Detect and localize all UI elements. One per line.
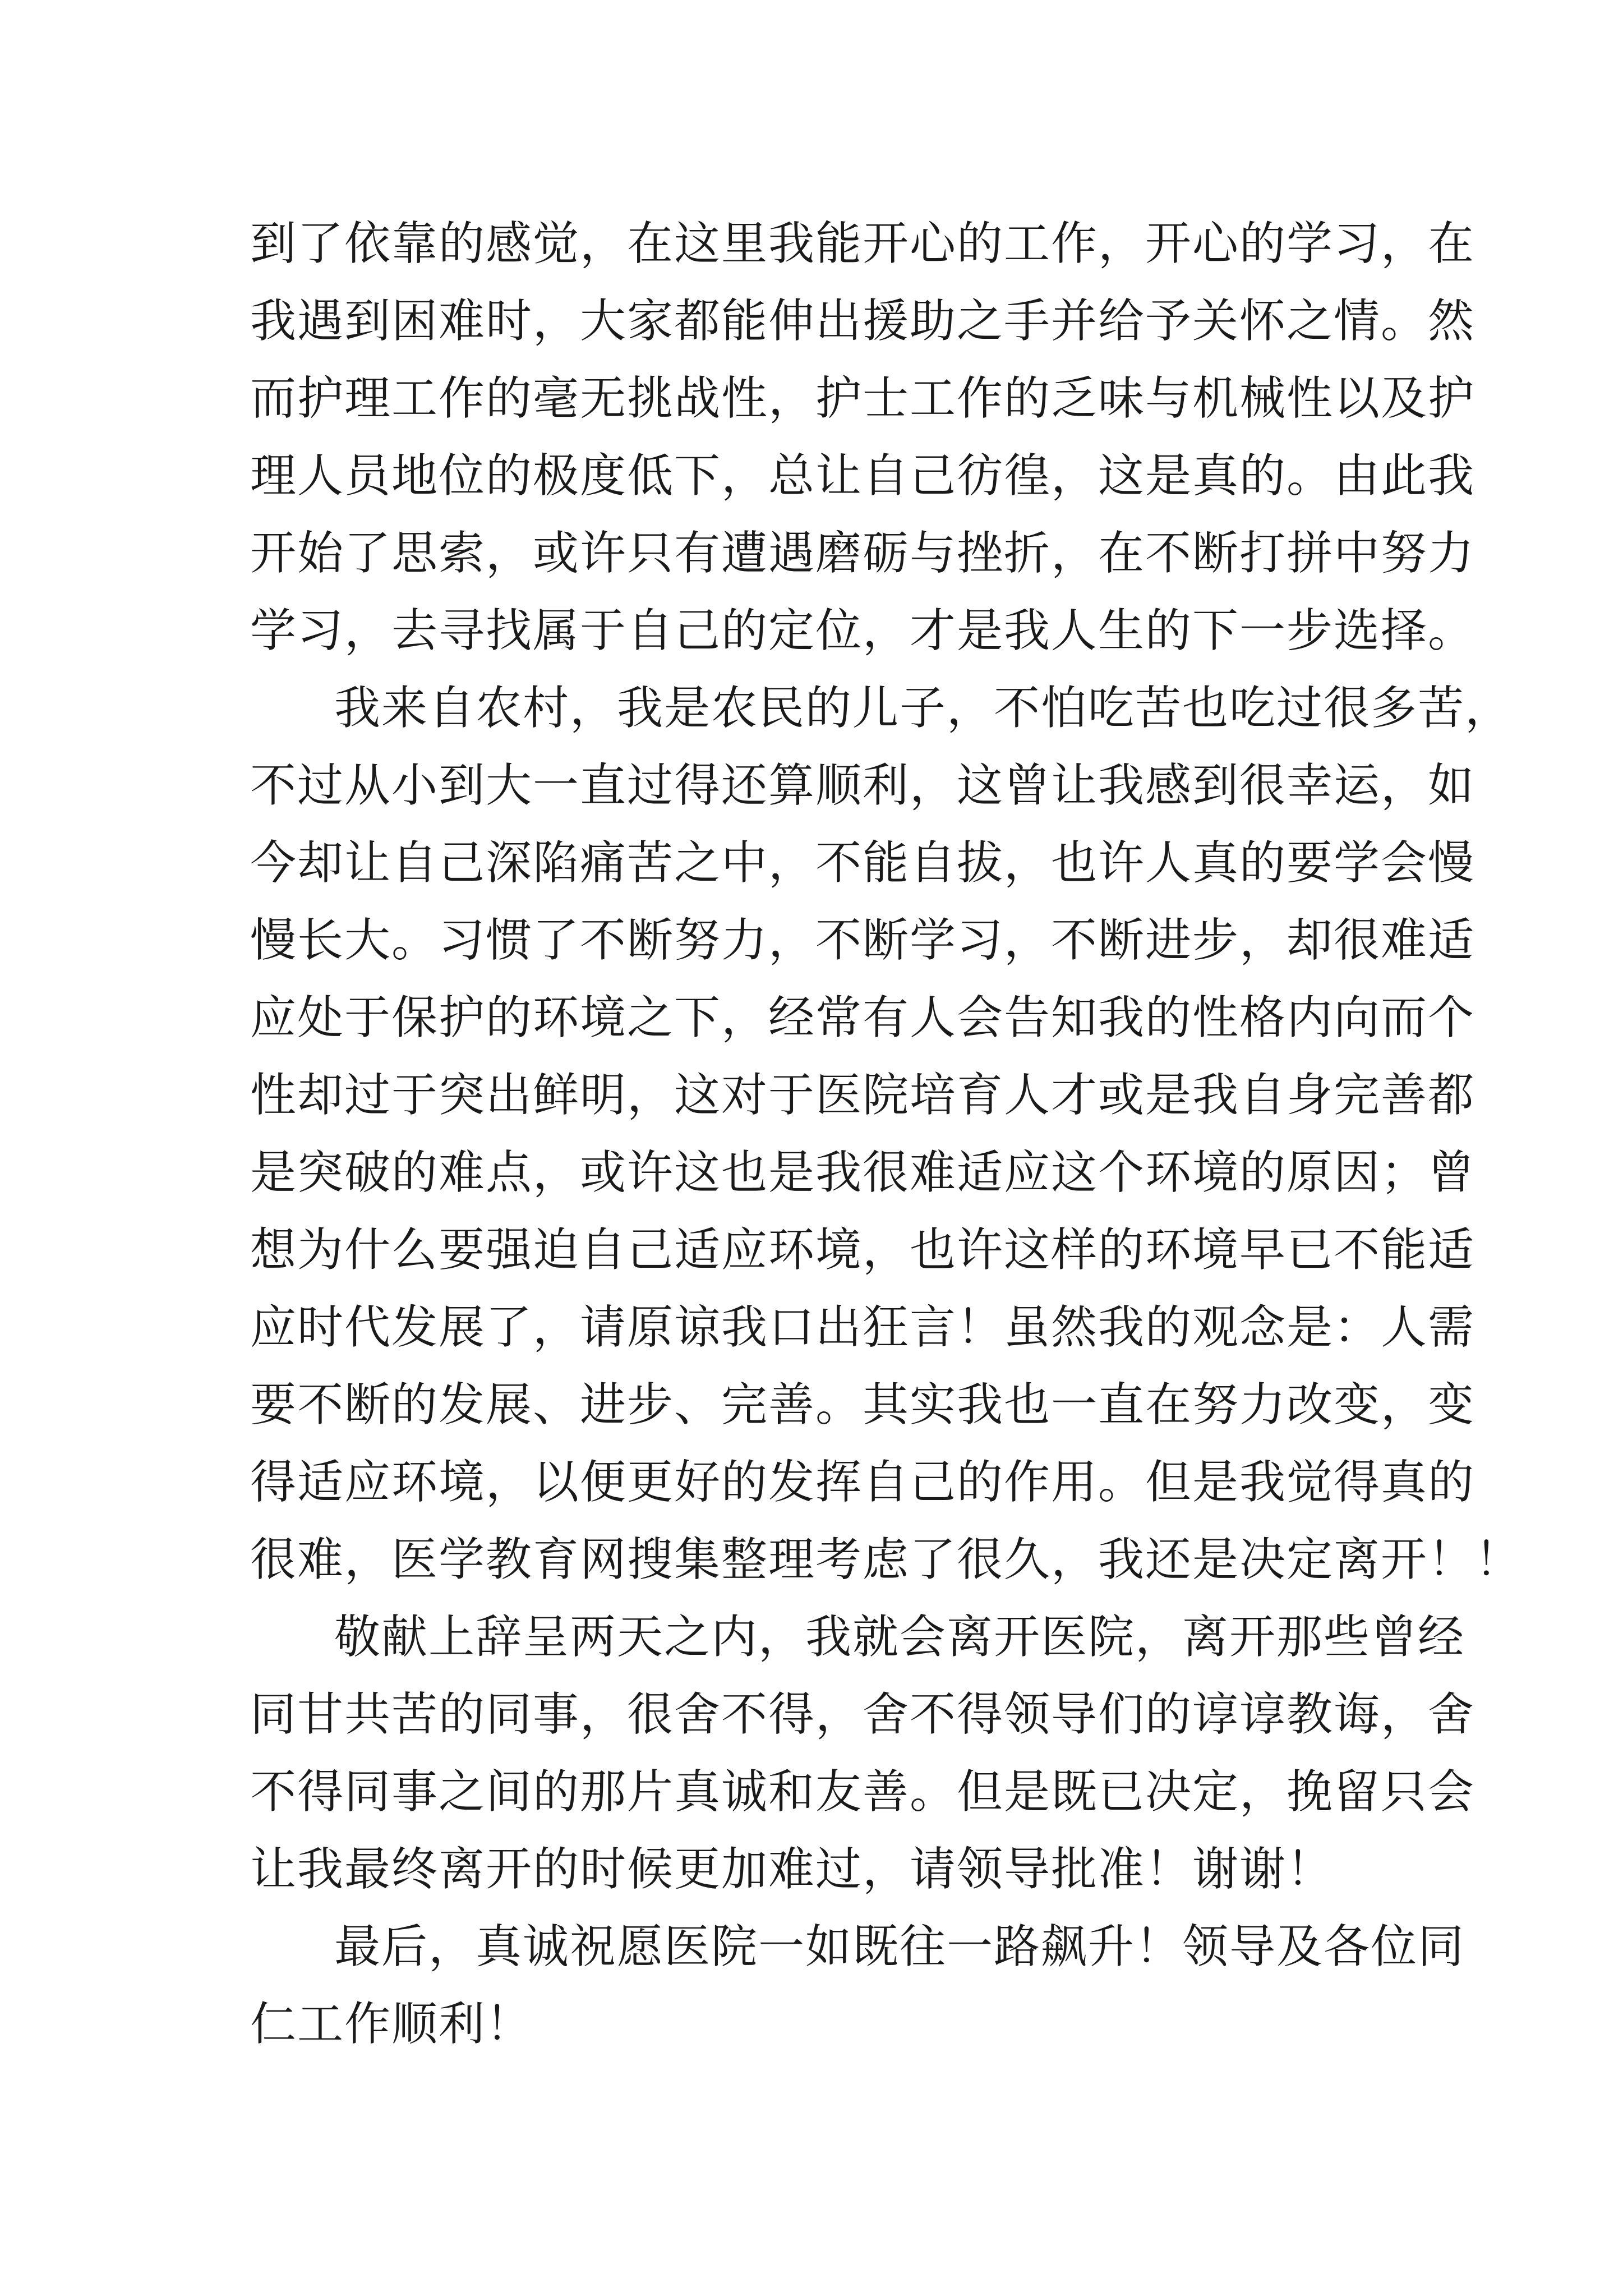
text-line: 我遇到困难时，大家都能伸出援助之手并给予关怀之情。然 bbox=[250, 295, 1476, 348]
text-line: 我来自农村，我是农民的儿子，不怕吃苦也吃过很多苦， bbox=[334, 682, 1513, 735]
text-line: 应时代发展了，请原谅我口出狂言！虽然我的观念是：人需 bbox=[250, 1301, 1476, 1354]
text-line: 不过从小到大一直过得还算顺利，这曾让我感到很幸运，如 bbox=[250, 759, 1476, 812]
text-line: 要不断的发展、进步、完善。其实我也一直在努力改变，变 bbox=[250, 1378, 1476, 1432]
text-line: 得适应环境，以便更好的发挥自己的作用。但是我觉得真的 bbox=[250, 1456, 1476, 1509]
text-line: 慢长大。习惯了不断努力，不断学习，不断进步，却很难适 bbox=[250, 914, 1476, 967]
text-line: 是突破的难点，或许这也是我很难适应这个环境的原因；曾 bbox=[250, 1146, 1476, 1199]
text-line: 到了依靠的感觉，在这里我能开心的工作，开心的学习，在 bbox=[250, 217, 1476, 270]
text-line: 敬献上辞呈两天之内，我就会离开医院，离开那些曾经 bbox=[334, 1611, 1465, 1664]
text-line: 而护理工作的毫无挑战性，护士工作的乏味与机械性以及护 bbox=[250, 372, 1476, 425]
text-line: 不得同事之间的那片真诚和友善。但是既已决定，挽留只会 bbox=[250, 1765, 1476, 1819]
text-line: 很难，医学教育网搜集整理考虑了很久，我还是决定离开！！ bbox=[250, 1533, 1523, 1586]
text-line: 应处于保护的环境之下，经常有人会告知我的性格内向而个 bbox=[250, 991, 1476, 1045]
text-line: 同甘共苦的同事，很舍不得，舍不得领导们的谆谆教诲，舍 bbox=[250, 1688, 1476, 1741]
text-line: 最后，真诚祝愿医院一如既往一路飙升！领导及各位同 bbox=[334, 1920, 1465, 1973]
text-line: 开始了思索，或许只有遭遇磨砺与挫折，在不断打拼中努力 bbox=[250, 527, 1476, 580]
text-line: 仁工作顺利！ bbox=[250, 1998, 533, 2051]
text-line: 想为什么要强迫自己适应环境，也许这样的环境早已不能适 bbox=[250, 1223, 1476, 1277]
text-line: 学习，去寻找属于自己的定位，才是我人生的下一步选择。 bbox=[250, 604, 1476, 657]
text-line: 性却过于突出鲜明，这对于医院培育人才或是我自身完善都 bbox=[250, 1069, 1476, 1122]
text-line: 让我最终离开的时候更加难过，请领导批准！谢谢！ bbox=[250, 1843, 1334, 1896]
text-line: 今却让自己深陷痛苦之中，不能自拔，也许人真的要学会慢 bbox=[250, 836, 1476, 890]
text-line: 理人员地位的极度低下，总让自己彷徨，这是真的。由此我 bbox=[250, 449, 1476, 503]
